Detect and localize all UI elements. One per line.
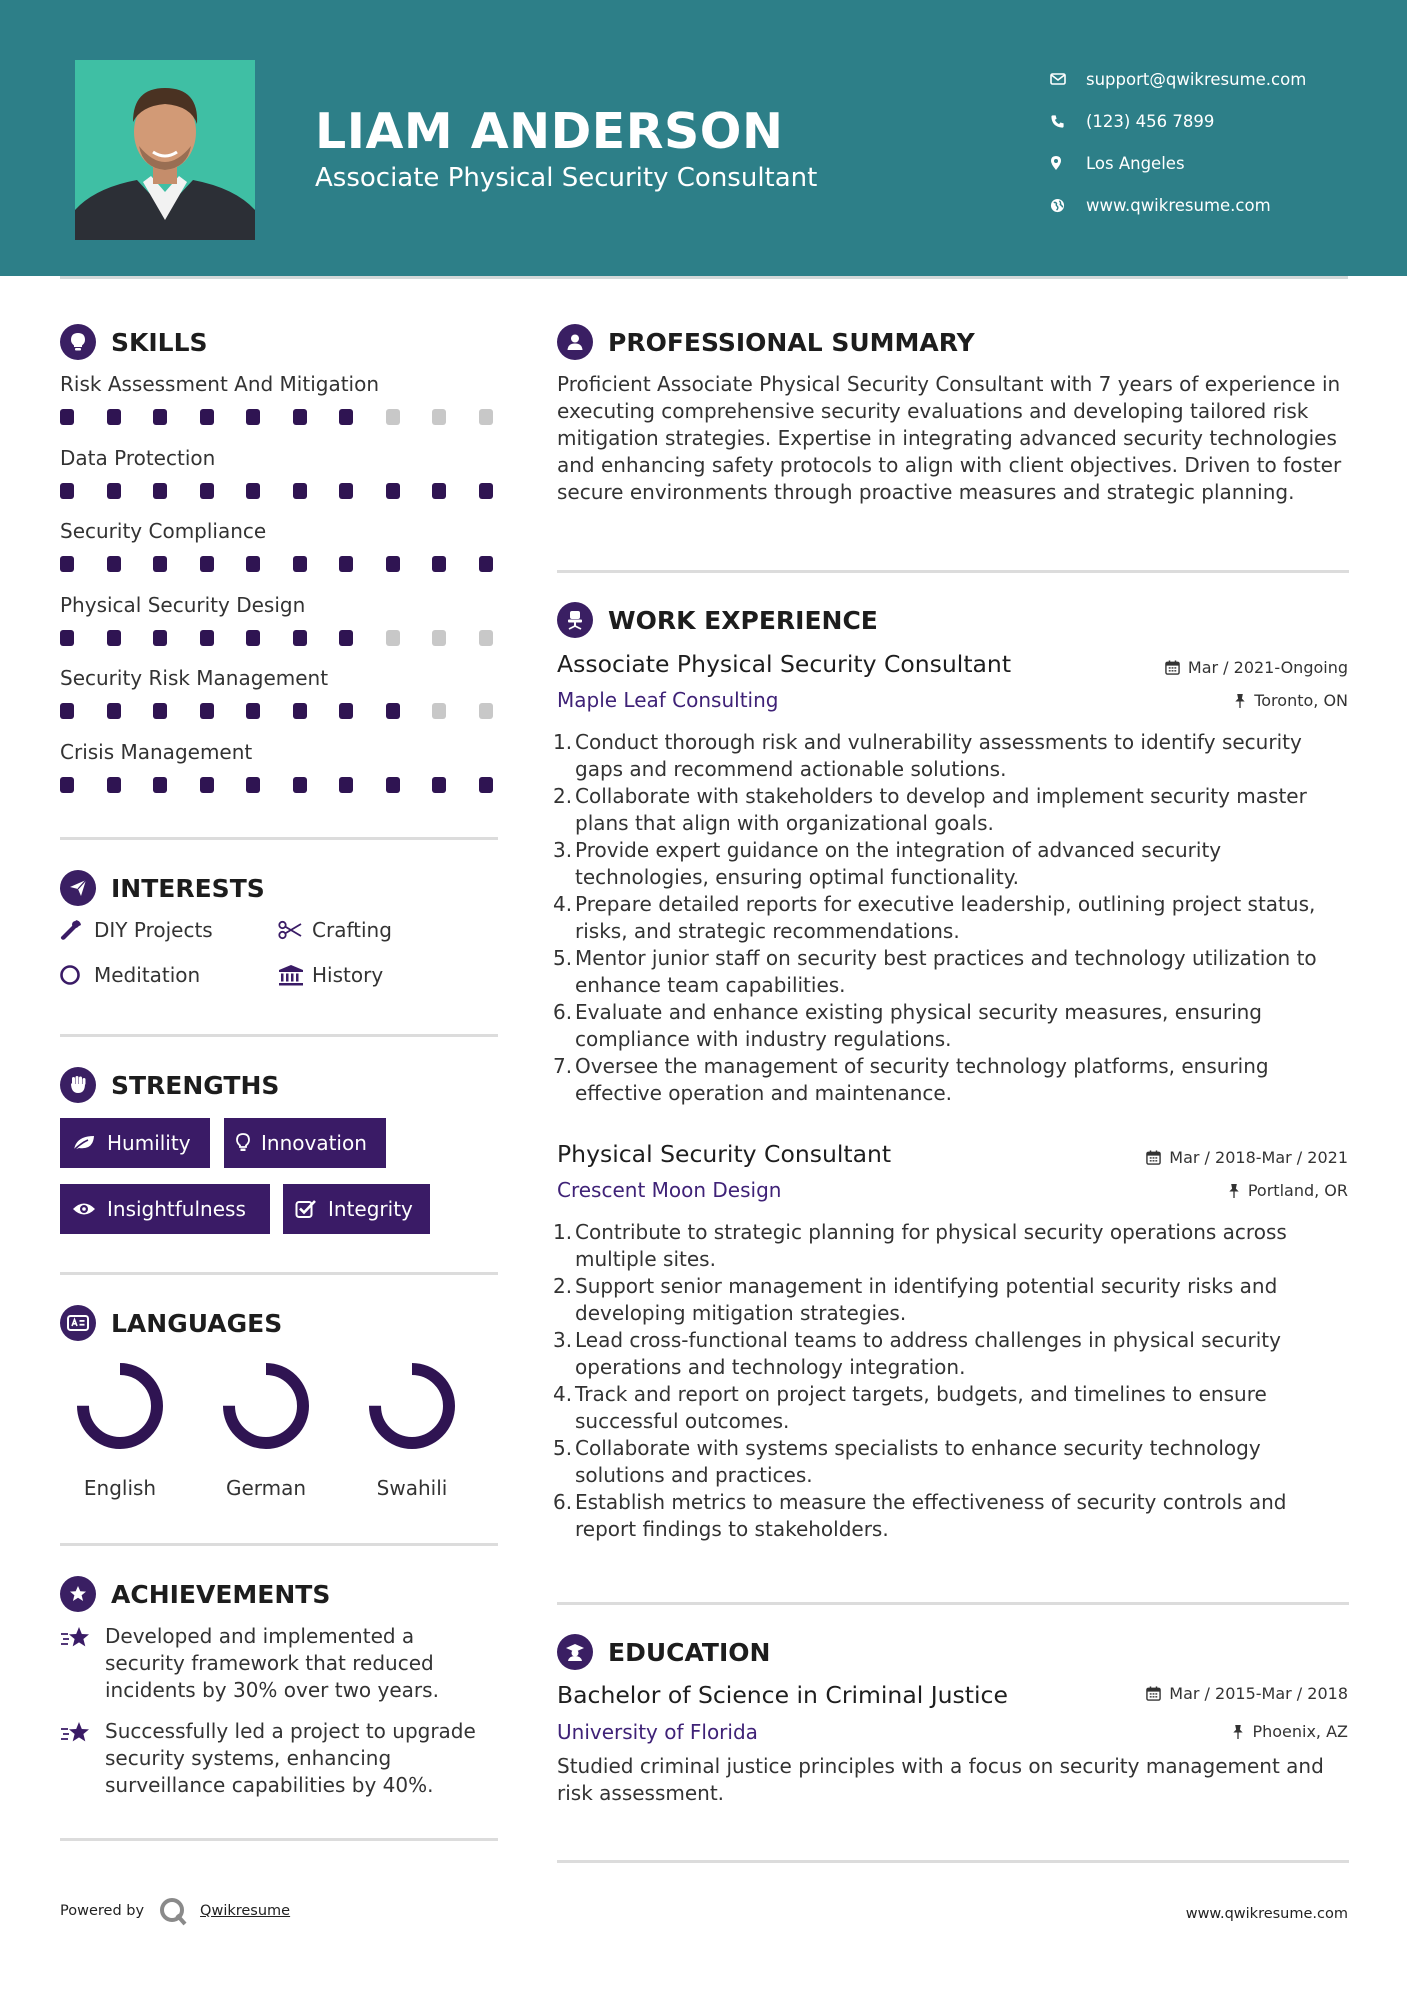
rating-dot [60,777,74,793]
rating-dot [246,556,260,572]
duty-item: Provide expert guidance on the integration of advanced security technologies, ensuring optimal functionality. [575,838,1222,889]
rating-dot [479,409,493,425]
rating-dot [200,630,214,646]
rating-dot [339,703,353,719]
skill-rating [60,483,498,499]
rating-dot [200,777,214,793]
rating-dot [200,483,214,499]
rating-dot [386,409,400,425]
footer-website[interactable]: www.qwikresume.com [1185,1906,1348,1922]
degree-title: Bachelor of Science in Criminal Justice [557,1681,1008,1709]
rating-dot [107,409,121,425]
education-heading: EDUCATION [557,1634,770,1670]
calendar-icon [1146,1150,1161,1165]
interests-heading: INTERESTS [60,870,265,906]
contact-list [1050,58,1306,226]
circle-icon [60,964,94,986]
education-dates: Mar / 2015-Mar / 2018 [1146,1684,1348,1703]
star-badge-icon [60,1576,96,1612]
rating-dot [246,630,260,646]
experience-heading: WORK EXPERIENCE [557,602,878,638]
summary-text: Proficient Associate Physical Security Consultant with 7 years of experience in executing comprehensive security evaluations and developing tailored risk mitigation strategies. Expertise in integrating advanced security technologies and enhancing safety protocols to align with client objectives. Driven to foster secure environments through proactive measures and strategic planning. [557,372,1342,504]
duty-item: Support senior management in identifying potential security risks and developing mitigation strategies. [575,1274,1278,1325]
calendar-icon [1146,1686,1161,1701]
job-location: Toronto, ON [1234,691,1348,710]
contact-website[interactable]: www.qwikresume.com [1050,184,1306,226]
lightbulb-icon [60,324,96,360]
language-name: English [83,1476,157,1500]
rating-dot [246,777,260,793]
skill-name: Risk Assessment And Mitigation [60,372,380,396]
contact-phone[interactable]: (123) 456 7899 [1050,100,1306,142]
skill-name: Data Protection [60,445,216,470]
rating-dot [153,703,167,719]
rating-dot [386,483,400,499]
rating-dot [200,556,214,572]
languages-heading: LANGUAGES [60,1305,282,1341]
skill-rating [60,556,498,572]
scissors-icon [278,920,312,940]
rating-dot [60,409,74,425]
language-card-icon [60,1305,96,1341]
envelope-icon [1050,72,1086,86]
rating-dot [339,556,353,572]
job-title: Associate Physical Security Consultant [557,650,1012,678]
rating-dot [107,630,121,646]
section-divider [60,837,498,840]
duty-item: Lead cross-functional teams to address challenges in physical security operations and technology integration. [575,1328,1281,1379]
paper-plane-icon [60,870,96,906]
contact-email[interactable]: support@qwikresume.com [1050,58,1306,100]
globe-icon [1050,198,1086,213]
pushpin-icon [1228,1183,1240,1198]
check-square-icon [295,1199,317,1219]
achievement-item: Successfully led a project to upgrade security systems, enhancing surveillance capabilities by 40%. [60,1718,500,1799]
rating-dot [153,777,167,793]
education-location: Phoenix, AZ [1232,1722,1348,1741]
rating-dot [432,703,446,719]
rating-dot [293,483,307,499]
job-company: Crescent Moon Design [557,1178,782,1202]
section-divider [557,570,1349,573]
language-item [206,1358,326,1500]
header-divider [60,276,1348,279]
rating-dot [479,556,493,572]
interest-crafting: Crafting [278,918,392,942]
location-pin-icon [1050,155,1086,171]
skill-rating [60,703,498,719]
pushpin-icon [1232,1724,1244,1739]
education-description: Studied criminal justice principles with a focus on security management and risk assessment. [557,1754,1324,1805]
language-level-ring [72,1358,168,1454]
lightbulb-icon [236,1133,250,1153]
summary-heading: PROFESSIONAL SUMMARY [557,324,975,360]
skill-rating [60,630,498,646]
rating-dot [107,483,121,499]
job-location: Portland, OR [1228,1181,1348,1200]
job-dates: Mar / 2018-Mar / 2021 [1146,1148,1348,1167]
duty-item: Contribute to strategic planning for physical security operations across multiple sites. [575,1220,1287,1271]
rating-dot [386,630,400,646]
candidate-title: Associate Physical Security Consultant [315,163,818,193]
rating-dot [432,556,446,572]
graduate-icon [557,1634,593,1670]
skills-heading: SKILLS [60,324,208,360]
rating-dot [153,630,167,646]
rating-dot [60,483,74,499]
raised-fist-icon [60,1067,96,1103]
qwikresume-logo-icon [158,1896,188,1926]
rating-dot [60,630,74,646]
rating-dot [339,630,353,646]
rating-dot [200,409,214,425]
resume-header [0,0,1407,276]
rating-dot [153,483,167,499]
profile-photo [75,60,255,240]
rating-dot [246,703,260,719]
strength-insightfulness: Insightfulness [60,1184,270,1234]
rating-dot [432,630,446,646]
office-chair-icon [557,602,593,638]
section-divider [60,1034,498,1037]
rating-dot [479,703,493,719]
language-item [352,1358,472,1500]
rating-dot [246,483,260,499]
duty-item: Collaborate with stakeholders to develop and implement security master plans that align with organizational goals. [575,784,1307,835]
rating-dot [432,409,446,425]
rating-dot [200,703,214,719]
candidate-name: LIAM ANDERSON [315,103,784,160]
achievement-item: Developed and implemented a security framework that reduced incidents by 30% over two years. [60,1623,500,1704]
duty-item: Collaborate with systems specialists to enhance security technology solutions and practices. [575,1436,1261,1487]
leaf-icon [72,1134,96,1152]
section-divider [60,1272,498,1275]
section-divider [60,1838,498,1841]
rating-dot [107,556,121,572]
wrench-icon [60,919,94,941]
language-item [60,1358,180,1500]
interest-meditation: Meditation [60,963,200,987]
rating-dot [107,777,121,793]
duty-item: Oversee the management of security technology platforms, ensuring effective operation and maintenance. [575,1054,1269,1105]
rating-dot [293,556,307,572]
rating-dot [339,409,353,425]
duty-item: Conduct thorough risk and vulnerability assessments to identify security gaps and recommend actionable solutions. [575,730,1302,781]
rating-dot [293,777,307,793]
language-level-ring [364,1358,460,1454]
skill-name: Security Risk Management [60,666,329,690]
skill-name: Physical Security Design [60,592,306,617]
achievements-heading: ACHIEVEMENTS [60,1576,330,1612]
strengths-heading: STRENGTHS [60,1067,279,1103]
interest-history: History [278,963,383,987]
contact-location: Los Angeles [1050,142,1306,184]
eye-icon [72,1201,96,1217]
skill-name: Crisis Management [60,739,253,764]
rating-dot [246,409,260,425]
phone-icon [1050,114,1086,129]
rating-dot [293,630,307,646]
duty-item: Evaluate and enhance existing physical security measures, ensuring compliance with industry regulations. [575,1000,1262,1051]
duty-item: Track and report on project targets, budgets, and timelines to ensure successful outcomes. [575,1382,1267,1433]
skill-name: Security Compliance [60,519,267,543]
strength-innovation: Innovation [224,1118,386,1168]
job-dates: Mar / 2021-Ongoing [1165,658,1348,677]
rating-dot [60,703,74,719]
pushpin-icon [1234,693,1246,708]
rating-dot [479,777,493,793]
rating-dot [432,483,446,499]
rating-dot [386,777,400,793]
strength-humility: Humility [60,1118,210,1168]
skill-rating [60,777,498,793]
rating-dot [339,777,353,793]
job-title: Physical Security Consultant [557,1140,892,1168]
brand-link[interactable]: Qwikresume [200,1903,291,1919]
star-icon [60,1718,105,1799]
strength-integrity: Integrity [283,1184,430,1234]
job-company: Maple Leaf Consulting [557,688,779,712]
calendar-icon [1165,660,1180,675]
job-duties-list [557,729,1352,1107]
user-icon [557,324,593,360]
rating-dot [386,703,400,719]
rating-dot [107,703,121,719]
section-divider [557,1860,1349,1863]
duty-item: Establish metrics to measure the effectiveness of security controls and report findings to stakeholders. [575,1490,1287,1541]
rating-dot [153,556,167,572]
section-divider [60,1543,498,1546]
duty-item: Prepare detailed reports for executive leadership, outlining project status, risks, and strategic recommendations. [575,892,1316,943]
language-name: Swahili [376,1476,448,1500]
section-divider [557,1602,1349,1605]
language-level-ring [218,1358,314,1454]
footer-branding: Powered by Qwikresume [60,1896,290,1926]
skill-rating [60,409,498,425]
rating-dot [60,556,74,572]
job-duties-list [557,1219,1352,1543]
rating-dot [293,409,307,425]
star-icon [60,1623,105,1704]
rating-dot [479,483,493,499]
interest-diy-projects: DIY Projects [60,918,213,942]
school-name: University of Florida [557,1720,758,1744]
rating-dot [293,703,307,719]
rating-dot [479,630,493,646]
rating-dot [153,409,167,425]
duty-item: Mentor junior staff on security best practices and technology utilization to enhance team capabilities. [575,946,1317,997]
rating-dot [339,483,353,499]
bank-icon [278,964,312,986]
rating-dot [432,777,446,793]
rating-dot [386,556,400,572]
language-name: German [225,1476,307,1500]
